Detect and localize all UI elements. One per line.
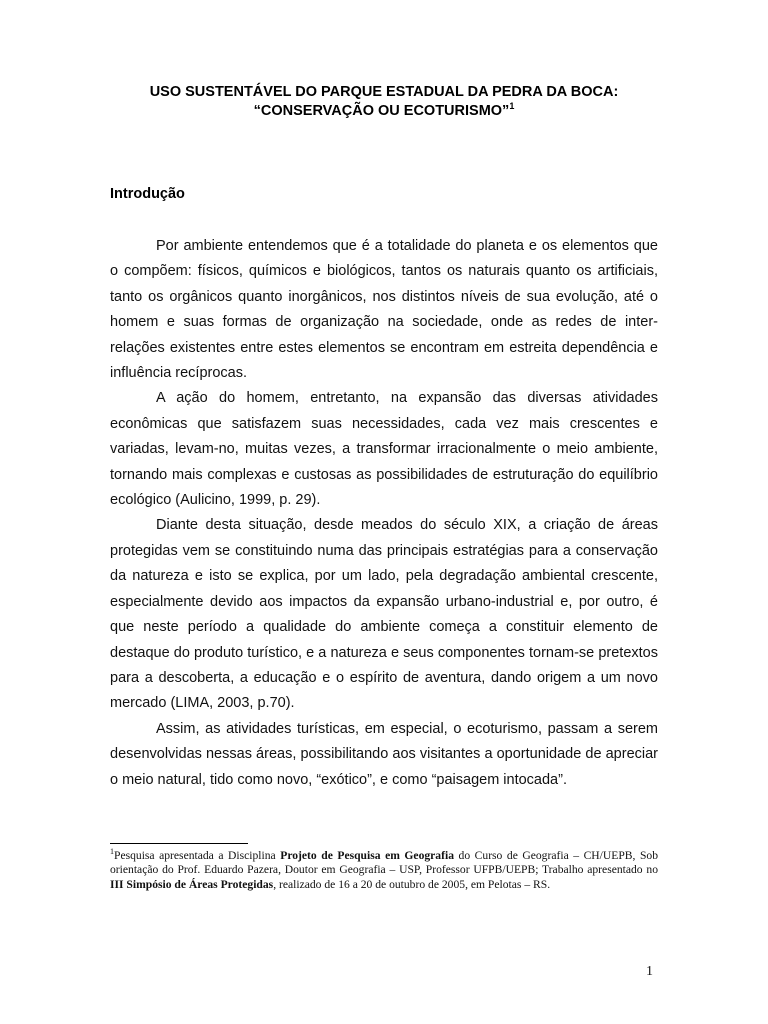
- body-text: [110, 234, 658, 793]
- footnote-text-b: do Curso de Geografia – CH/UEPB, Sob orientação do Prof. Eduardo Pazera, Doutor em Geografia – USP, Professor UFPB/UEPB; Trabalho apresentado no: [110, 849, 659, 877]
- title-footnote-marker[interactable]: 1: [509, 101, 515, 112]
- footnote-separator: [110, 843, 248, 844]
- title-line-2-text: “CONSERVAÇÃO OU ECOTURISMO”: [253, 103, 510, 119]
- footnote: [110, 849, 658, 892]
- paragraph: A ação do homem, entretanto, na expansão das diversas atividades econômicas que satisfazem suas necessidades, cada vez mais crescentes e variadas, levam-no, muitas vezes, a transformar irracionalmente o meio ambiente, tornando mais complexas e custosas as possibilidades de estruturação do equilíbrio ecológico (Aulicino, 1999, p. 29).: [110, 390, 658, 509]
- paragraph: Diante desta situação, desde meados do século XIX, a criação de áreas protegidas vem se constituindo numa das principais estratégias para a conservação da natureza e isto se explica, por um lado, pela degradação ambiental crescente, especialmente devido aos impactos da expansão urbano-industrial e, por outro, é que neste período a qualidade do ambiente começa a constituir elemento de destaque do produto turístico, e a natureza e seus componentes tornam-se pretextos para a descoberta, a educação e o espírito de aventura, dando origem a um novo mercado (LIMA, 2003, p.70).: [110, 517, 658, 712]
- title-line-1: USO SUSTENTÁVEL DO PARQUE ESTADUAL DA PEDRA DA BOCA:: [149, 84, 619, 100]
- paragraph: Por ambiente entendemos que é a totalidade do planeta e os elementos que o compõem: físicos, químicos e biológicos, tantos os naturais quanto os artificiais, tanto os orgânicos quanto inorgânicos, nos distintos níveis de sua evolução, até o homem e suas formas de organização na sociedade, onde as redes de inter-relações existentes entre estes elementos se encontram em estreita dependência e influência recíprocas.: [110, 238, 658, 382]
- title-line-2: [110, 102, 658, 121]
- footnote-course-name: Projeto de Pesquisa em Geografia: [280, 849, 454, 862]
- document-title: [110, 83, 658, 121]
- paragraph: Assim, as atividades turísticas, em especial, o ecoturismo, passam a serem desenvolvidas nessas áreas, possibilitando aos visitantes a oportunidade de apreciar o meio natural, tido como novo, “exótico”, e como “paisagem intocada”.: [110, 720, 658, 788]
- page-number: 1: [646, 964, 653, 979]
- footnote-text-a: Pesquisa apresentada a Disciplina: [114, 849, 281, 862]
- section-heading: Introdução: [110, 186, 185, 202]
- footnote-marker: 1: [110, 847, 114, 857]
- footnote-text-c: , realizado de 16 a 20 de outubro de 2005, em Pelotas – RS.: [273, 877, 551, 891]
- footnote-event-name: III Simpósio de Áreas Protegidas: [110, 877, 274, 891]
